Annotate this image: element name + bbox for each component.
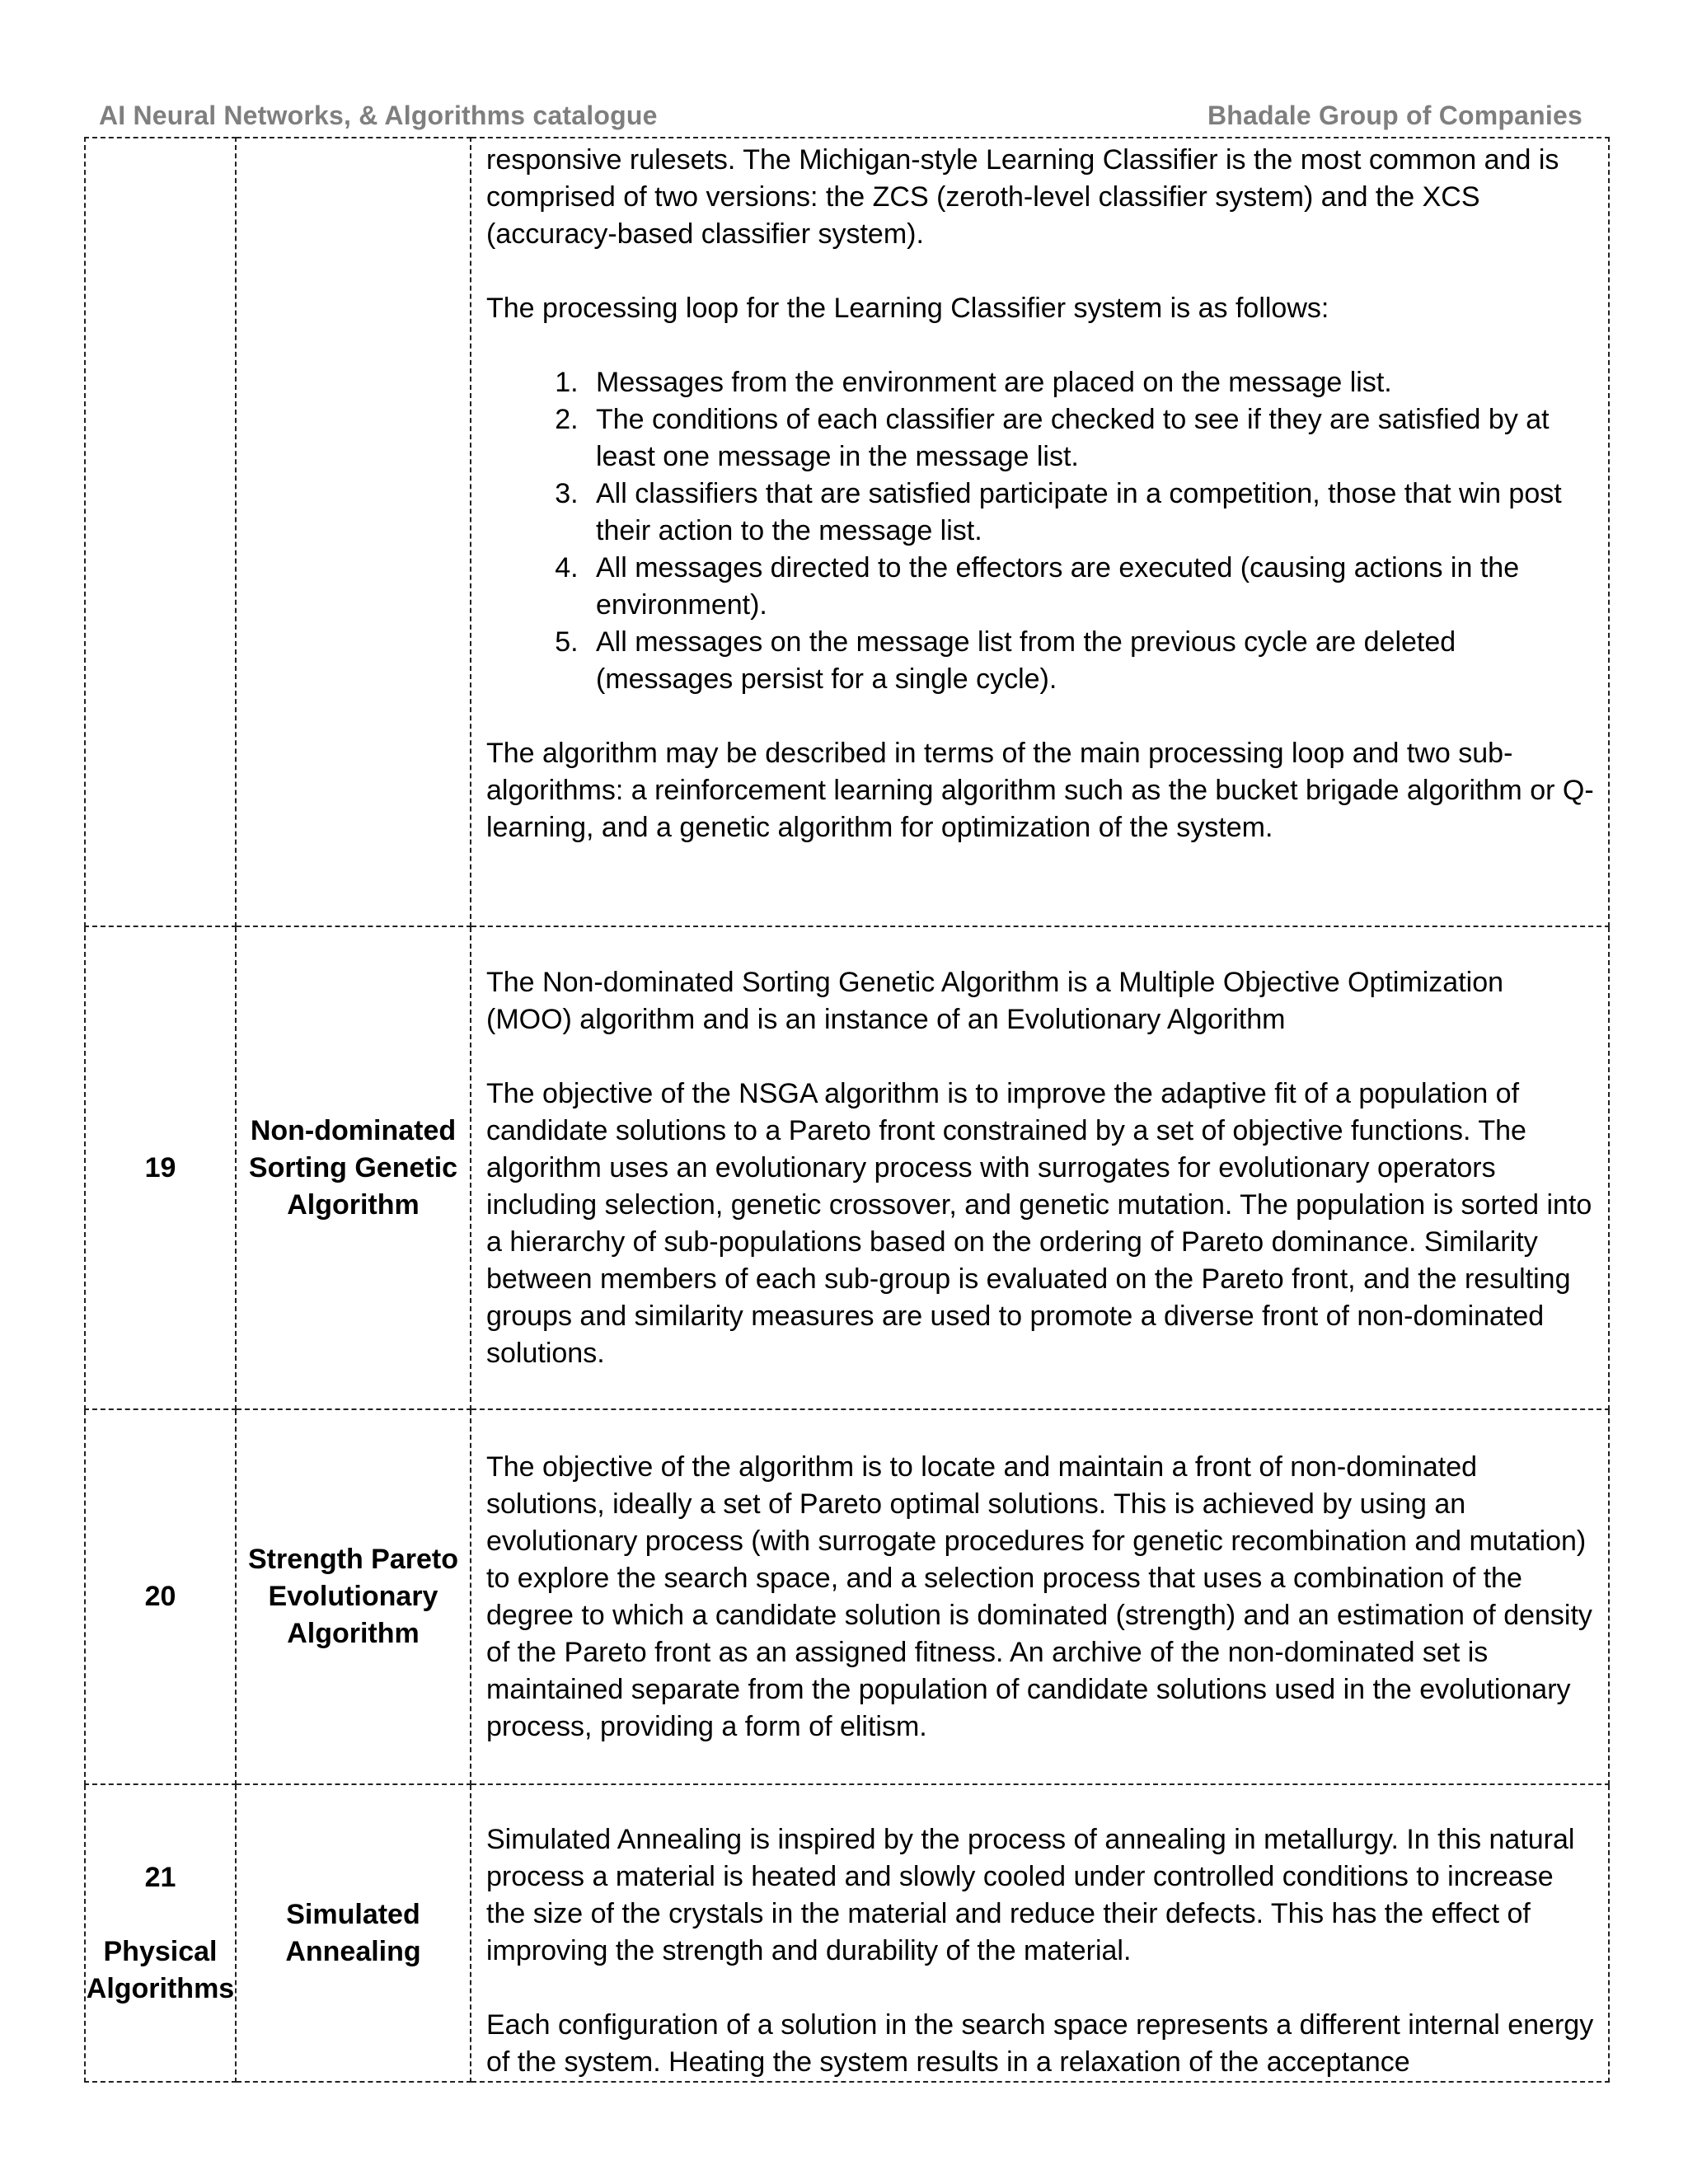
- number-cell: [85, 926, 236, 1409]
- table-row-19: [85, 926, 1609, 1409]
- page-header: [99, 97, 1582, 134]
- name-cell: [236, 926, 471, 1409]
- description-paragraph: The Non-dominated Sorting Genetic Algorithm is a Multiple Objective Optimization (MOO) algorithm and is an instance of an Evolutionary Algorithm: [486, 966, 1504, 1035]
- algorithm-number: 19: [144, 1151, 176, 1183]
- list-item: 1. Messages from the environment are placed on the message list.: [586, 364, 1595, 401]
- name-cell: [236, 138, 471, 926]
- description-paragraph: Each configuration of a solution in the search space represents a different internal energy of the system. Heating the system results in a relaxation of the acceptance: [486, 2009, 1594, 2078]
- algorithm-table: [84, 137, 1610, 2083]
- name-cell: [236, 1784, 471, 2082]
- description-paragraph: The objective of the algorithm is to locate and maintain a front of non-dominated solutions, ideally a set of Pareto optimal solutions. This is achieved by using an evolutionary process (with surrogate procedures for genetic recombination and mutation) to explore the search space, and a selection process that uses a combination of the degree to which a candidate solution is dominated (strength) and an estimation of density of the Pareto front as an assigned fitness. An archive of the non-dominated set is maintained separate from the population of candidate solutions used in the evolutionary process, providing a form of elitism.: [486, 1451, 1592, 1742]
- algorithm-name: Strength Pareto Evolutionary Algorithm: [247, 1544, 459, 1649]
- table-row-20: [85, 1409, 1609, 1784]
- description-paragraph: responsive rulesets. The Michigan-style Learning Classifier is the most common and is comprised of two versions: the ZCS (zeroth-level classifier system) and the XCS (accuracy-based classifier system).: [486, 144, 1559, 250]
- description-paragraph: Simulated Annealing is inspired by the process of annealing in metallurgy. In this natural process a material is heated and slowly cooled under controlled conditions to increase the size of the crystals in the material and reduce their defects. This has the effect of improving the strength and durability of the material.: [486, 1824, 1575, 1966]
- list-item: 5. All messages on the message list from the previous cycle are deleted (messages persist for a single cycle).: [586, 624, 1595, 698]
- header-title: AI Neural Networks, & Algorithms catalogue: [99, 100, 658, 130]
- number-cell: [85, 1784, 236, 2082]
- description-cell: [471, 926, 1609, 1409]
- algorithm-number: 20: [144, 1581, 176, 1612]
- description-cell: [471, 138, 1609, 926]
- list-item: 2. The conditions of each classifier are checked to see if they are satisfied by at least one message in the message list.: [586, 401, 1595, 476]
- header-company: Bhadale Group of Companies: [1207, 100, 1582, 130]
- number-cell: [85, 138, 236, 926]
- algorithm-category: Physical Algorithms: [86, 1935, 235, 2004]
- list-item: 3. All classifiers that are satisfied participate in a competition, those that win post their action to the message list.: [586, 476, 1595, 550]
- table-row-21: [85, 1784, 1609, 2082]
- description-paragraph: The processing loop for the Learning Classifier system is as follows:: [486, 293, 1329, 324]
- processing-loop-list: [486, 364, 1595, 698]
- description-paragraph: The objective of the NSGA algorithm is to improve the adaptive fit of a population of candidate solutions to a Pareto front constrained by a set of objective functions. The algorithm uses an evolutionary process with surrogates for evolutionary operators including selection, genetic crossover, and genetic mutation. The population is sorted into a hierarchy of sub-populations based on the ordering of Pareto dominance. Similarity between members of each sub-group is evaluated on the Pareto front, and the resulting groups and similarity measures are used to promote a diverse front of non-dominated solutions.: [486, 1077, 1592, 1369]
- description-paragraph: The algorithm may be described in terms of the main processing loop and two sub-algorithms: a reinforcement learning algorithm such as the bucket brigade algorithm or Q-learning, and a genetic algorithm for optimization of the system.: [486, 738, 1594, 843]
- list-item: 4. All messages directed to the effectors are executed (causing actions in the environment).: [586, 550, 1595, 624]
- algorithm-number: 21: [144, 1861, 176, 1893]
- table-row-learning-classifier-continued: [85, 138, 1609, 926]
- name-cell: [236, 1409, 471, 1784]
- algorithm-name: Simulated Annealing: [285, 1898, 421, 1967]
- description-cell: [471, 1409, 1609, 1784]
- algorithm-name: Non-dominated Sorting Genetic Algorithm: [248, 1114, 458, 1221]
- number-cell: [85, 1409, 236, 1784]
- description-cell: [471, 1784, 1609, 2082]
